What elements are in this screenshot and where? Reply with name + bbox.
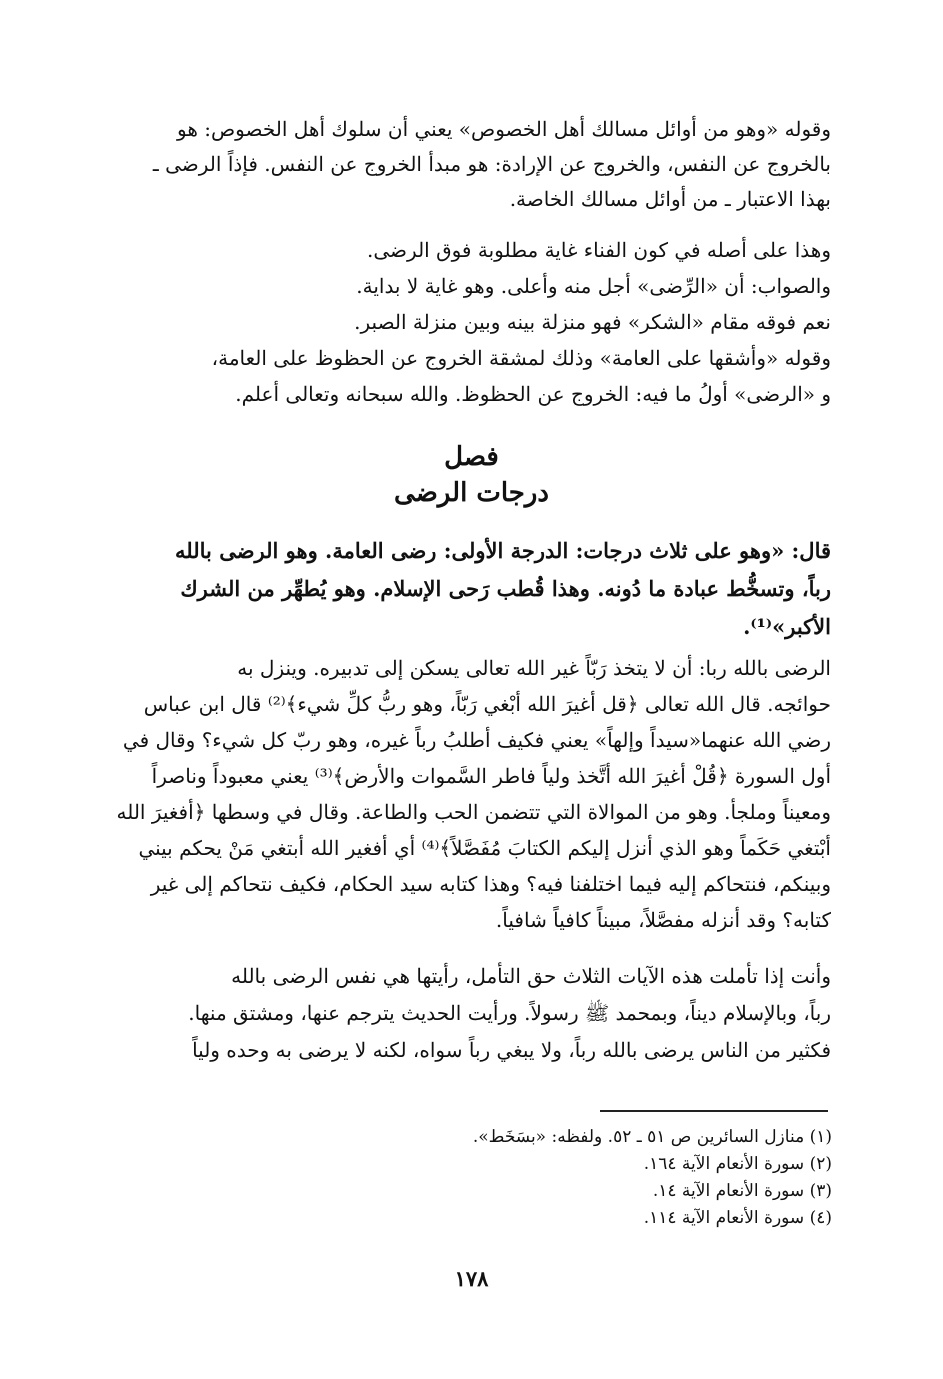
footnote-item: (٤) سورة الأنعام الآية ١١٤. <box>643 1208 832 1228</box>
third-paragraph <box>75 650 831 938</box>
text-line: فكثير من الناس يرضى بالله رباً، ولا يبغي رباً سواه، لكنه لا يرضى به وحده ولياً <box>192 1038 831 1062</box>
section-title: فصل <box>444 442 499 472</box>
text-line: وأنت إذا تأملت هذه الآيات الثلاث حق التأمل، رأيتها هي نفس الرضى بالله <box>231 964 831 988</box>
text-line: كتابه؟ وقد أنزله مفصَّلاً، مبيناً كافياً شافياً. <box>495 908 831 932</box>
text-line: ومعيناً وملجأ. وهو من الموالاة التي تتضمن الحب والطاعة. وقال في وسطها ﴿أفغيرَ الله <box>116 800 831 824</box>
footnote-item: (٢) سورة الأنعام الآية ١٦٤. <box>643 1154 832 1174</box>
text-line: قال: «وهو على ثلاث درجات: الدرجة الأولى: رضى العامة. وهو الرضى بالله <box>175 538 831 563</box>
text-line: الأكبر»⁽¹⁾. <box>743 614 831 639</box>
text-line: رضي الله عنهما«سيداً وإلهاً» يعني فكيف أطلبُ رباً غيره، وهو ربّ كل شيء؟ وقال في <box>122 728 831 752</box>
text-line: بهذا الاعتبار ـ من أوائل مسالك الخاصة. <box>509 187 831 211</box>
text-line: حوائجه. قال الله تعالى ﴿قل أغيرَ الله أبْغي رَبّاً، وهو ربُّ كلِّ شيء﴾⁽²⁾ قال ابن عباس <box>143 692 831 716</box>
intro-paragraph <box>75 112 831 217</box>
text-line: و «الرضى» أولُ ما فيه: الخروج عن الحظوظ. والله سبحانه وتعالى أعلم. <box>235 382 831 406</box>
text-line: أول السورة ﴿قُلْ أغيرَ الله أتَّخذ ولياً فاطر السَّموات والأرض﴾⁽³⁾ يعني معبوداً وناصراً <box>151 764 831 788</box>
footnotes <box>400 1124 832 1232</box>
second-paragraph <box>75 232 831 412</box>
text-line: رباً، وبالإسلام ديناً، وبمحمد ﷺ رسولاً. ورأيت الحديث يترجم عنها، ومشتق منها. <box>188 1001 831 1025</box>
text-line: الرضى بالله ربا: أن لا يتخذ رَبّاً غير الله تعالى يسكن إلى تدبيره. وينزل به <box>237 656 831 680</box>
text-line: نعم فوقه مقام «الشكر» فهو منزلة بينه وبين منزلة الصبر. <box>354 310 831 334</box>
footnote-item: (٣) سورة الأنعام الآية ١٤. <box>652 1181 832 1201</box>
text-line: وقوله «وهو من أوائل مسالك أهل الخصوص» يعني أن سلوك أهل الخصوص: هو <box>177 117 831 141</box>
footnote-item: (١) منازل السائرين ص ٥١ ـ ٥٢. ولفظه: «بسَخَط». <box>472 1127 832 1147</box>
text-line: والصواب: أن «الرِّضى» أجل منه وأعلى. وهو غاية لا بداية. <box>356 274 831 298</box>
section-subtitle: درجات الرضى <box>394 478 549 508</box>
text-line: وقوله «وأشقها على العامة» وذلك لمشقة الخروج عن الحظوظ على العامة، <box>211 346 831 370</box>
text-line: وبينكم، فنتحاكم إليه فيما اختلفنا فيه؟ وهذا كتابه سيد الحكام، فكيف نتحاكم إلى غير <box>150 872 831 896</box>
page-number: ١٧٨ <box>454 1266 489 1291</box>
quote-paragraph <box>75 532 831 646</box>
text-line: وهذا على أصله في كون الفناء غاية مطلوبة فوق الرضى. <box>367 238 831 262</box>
text-line: بالخروج عن النفس، والخروج عن الإرادة: هو مبدأ الخروج عن النفس. فإذاً الرضى ـ <box>152 152 831 176</box>
footnote-divider <box>600 1110 828 1112</box>
fourth-paragraph <box>75 958 831 1069</box>
text-line: أبْتغي حَكَماً وهو الذي أنزل إليكم الكتابَ مُفَصَّلاً﴾⁽⁴⁾ أي أفغير الله أبتغي مَنْ يحكم بيني <box>138 836 831 860</box>
text-line: رباً، وتسخُّط عبادة ما دُونه. وهذا قُطب رَحى الإسلام. وهو يُطهِّر من الشرك <box>180 576 831 601</box>
